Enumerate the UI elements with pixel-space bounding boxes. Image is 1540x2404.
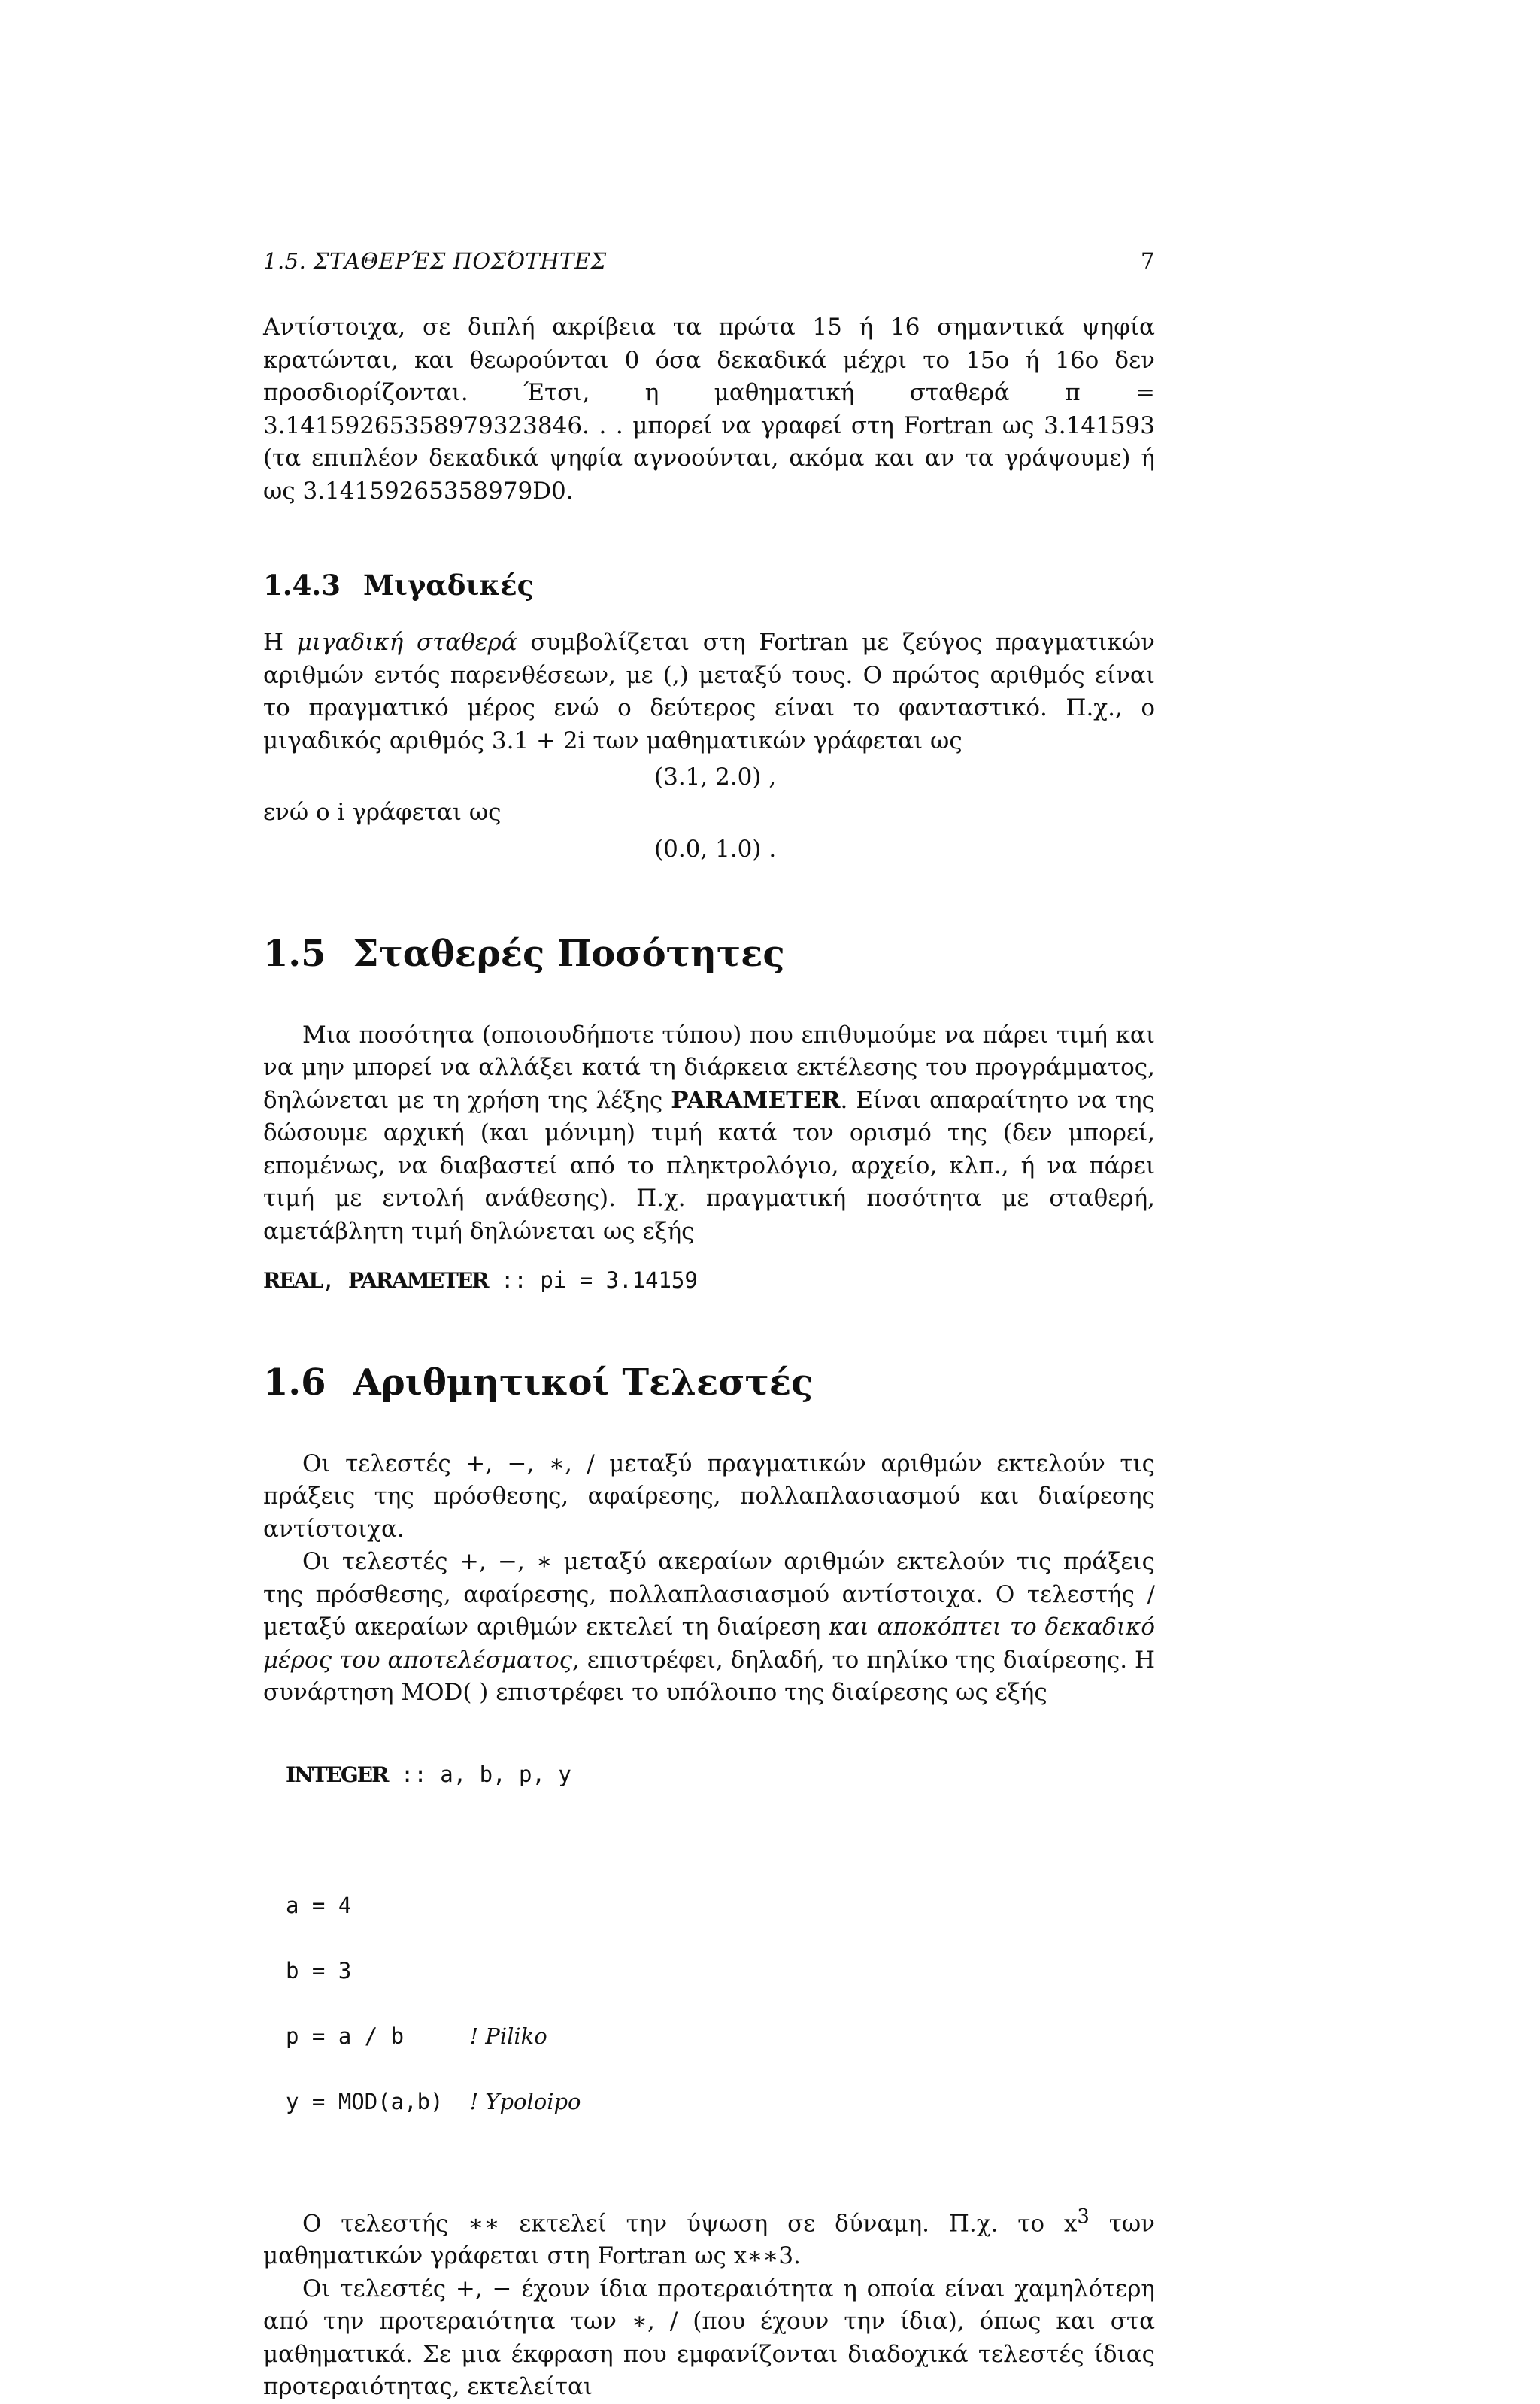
- section-number: 1.5: [263, 932, 326, 975]
- section-heading-1-6: [263, 1350, 1155, 1415]
- page-number: 7: [1141, 248, 1155, 274]
- code-text: y = MOD(a,b): [286, 2089, 470, 2114]
- section-heading-1-5: [263, 921, 1155, 986]
- equation-2: (0.0, 1.0) .: [654, 835, 777, 863]
- code-parameter: [263, 1264, 1155, 1298]
- parameter-paragraph: [263, 1019, 1155, 1249]
- code-text: ,: [322, 1267, 348, 1293]
- code-line: [286, 1759, 1155, 1792]
- precedence-paragraph: Οι τελεστές +, − έχουν ίδια προτεραιότητα η οποία είναι χαμηλότερη από την προτεραιότητα των ∗, / (που έχουν την ίδια), όπως και στα μαθηματικά. Σε μια έκφραση που εμφανίζονται διαδοχικά τελεστές ίδιας προτεραιότητας, εκτελείται: [263, 2275, 1155, 2401]
- superscript: 3: [1077, 2205, 1090, 2228]
- running-head-section: 1.5. ΣΤΑΘΕΡΈΣ ΠΟΣΌΤΗΤΕΣ: [263, 248, 607, 274]
- intro-paragraph: Αντίστοιχα, σε διπλή ακρίβεια τα πρώτα 15 ή 16 σημαντικά ψηφία κρατώνται, και θεωρούνται 0 όσα δεκαδικά μέχρι το 15ο ή 16ο δεν προσδιορίζονται. Έτσι, η μαθηματική σταθερά π = 3.14159265358979323846. . . μπορεί να γραφεί στη Fortran ως 3.141593 (τα επιπλέον δεκαδικά ψηφία αγνοούνται, ακόμα και αν τα γράψουμε) ή ως 3.14159265358979D0.: [263, 314, 1155, 505]
- code-keyword: REAL: [263, 1268, 323, 1293]
- running-head: [263, 248, 1155, 278]
- code-line: b = 3: [286, 1958, 352, 1984]
- code-line: [286, 2086, 1155, 2119]
- text-run: Οι τελεστές +, −, ∗ μεταξύ ακεραίων αριθμών εκτελούν τις πράξεις της πρόσθεσης, αφαίρεσης, πολλαπλασιασμού αντίστοιχα. Ο τελεστής / μεταξύ ακεραίων αριθμών εκτελεί τη διαίρεση: [263, 1548, 1155, 1641]
- text-run: Μια ποσότητα (οποιουδήποτε τύπου) που επιθυμούμε να πάρει τιμή και να μην μπορεί να αλλάξει κατά τη διάρκεια εκτέλεσης του προγράμματος, δηλώνεται με τη χρήση της λέξης: [263, 1021, 1155, 1114]
- section-title: Σταθερές Ποσότητες: [353, 932, 785, 975]
- equation-1: (3.1, 2.0) ,: [654, 763, 777, 791]
- subsection-number: 1.4.3: [263, 569, 341, 602]
- code-mod-example: [263, 1726, 1155, 2184]
- section-number: 1.6: [263, 1361, 326, 1404]
- emphasis-text: και αποκόπτει το δεκαδικό μέρος του αποτελέσματος: [263, 1613, 1155, 1674]
- subsection-title: Μιγαδικές: [363, 569, 535, 602]
- keyword-parameter: PARAMETER: [671, 1086, 841, 1114]
- code-text: :: pi = 3.14159: [487, 1267, 698, 1293]
- code-text: :: a, b, p, y: [387, 1762, 571, 1787]
- code-comment: ! Piliko: [469, 2023, 547, 2049]
- text-run: , επιστρέφει, δηλαδή, το πηλίκο της διαίρεσης. Η συνάρτηση MOD( ) επιστρέφει το υπόλοιπο της διαίρεσης ως εξής: [263, 1646, 1156, 1706]
- code-line: a = 4: [286, 1893, 352, 1918]
- text-run: των μαθηματικών γράφεται στη Fortran ως x∗∗3.: [263, 2209, 1155, 2270]
- subsection-heading-1-4-3: [263, 560, 1155, 610]
- code-line: [286, 2020, 1155, 2053]
- code-blank-line: [286, 1824, 1155, 1857]
- code-text: p = a / b: [286, 2023, 470, 2049]
- complex-paragraph-2: ενώ ο i γράφεται ως: [263, 799, 502, 826]
- text-run: . Είναι απαραίτητο να της δώσουμε αρχική (και μόνιμη) τιμή κατά τον ορισμό της (δεν μπορεί, επομένως, να διαβαστεί από το πληκτρολόγιο, αρχείο, κλπ., ή να πάρει τιμή με εντολή ανάθεσης). Π.χ. πραγματική ποσότητα με σταθερή, αμετάβλητη τιμή δηλώνεται ως εξής: [263, 1086, 1155, 1245]
- text-run: συμβολίζεται στη Fortran με ζεύγος πραγματικών αριθμών εντός παρενθέσεων, με (,) μεταξύ τους. Ο πρώτος αριθμός είναι το πραγματικό μέρος ενώ ο δεύτερος είναι το φανταστικό. Π.χ., ο μιγαδικός αριθμός 3.1 + 2i των μαθηματικών γράφεται ως: [263, 629, 1155, 754]
- code-keyword: PARAMETER: [347, 1268, 488, 1293]
- power-paragraph: [263, 2201, 1155, 2273]
- complex-paragraph: [263, 627, 1155, 757]
- code-keyword: INTEGER: [286, 1762, 388, 1787]
- text-run: Η: [263, 629, 297, 656]
- code-comment: ! Ypoloipo: [469, 2089, 581, 2114]
- emphasis-term: μιγαδική σταθερά: [296, 629, 517, 656]
- operators-paragraph-2: [263, 1546, 1155, 1710]
- operators-paragraph-1: Οι τελεστές +, −, ∗, / μεταξύ πραγματικών αριθμών εκτελούν τις πράξεις της πρόσθεσης, αφαίρεσης, πολλαπλασιασμού και διαίρεσης αντίστοιχα.: [263, 1449, 1155, 1543]
- text-run: Ο τελεστής ∗∗ εκτελεί την ύψωση σε δύναμη. Π.χ. το x: [302, 2209, 1078, 2237]
- section-title: Αριθμητικοί Τελεστές: [353, 1361, 814, 1404]
- page: [263, 248, 1155, 2404]
